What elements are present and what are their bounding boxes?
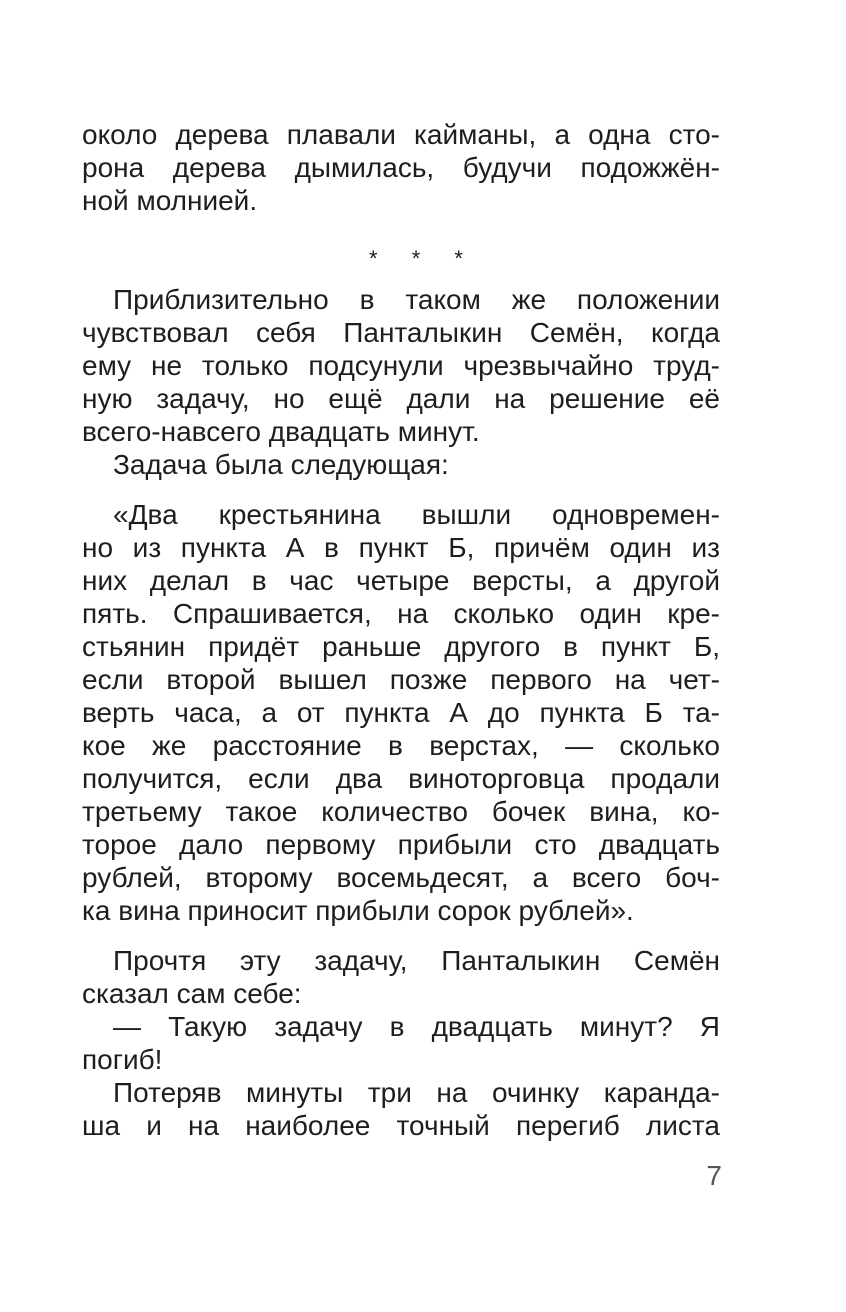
text-line: стьянин придёт раньше другого в пункт Б,	[82, 631, 720, 662]
text-line: Прочтя эту задачу, Панталыкин Семён	[113, 945, 720, 976]
text-line: ему не только подсунули чрезвычайно труд-	[82, 350, 720, 381]
page-number: 7	[706, 1160, 722, 1191]
text-line: — Такую задачу в двадцать минут? Я	[113, 1011, 720, 1042]
text-line: рублей, второму восемьдесят, а всего боч-	[82, 862, 720, 893]
section-separator: * * *	[369, 246, 477, 271]
text-line: рона дерева дымилась, будучи подожжён-	[82, 152, 720, 183]
text-line: Приблизительно в таком же положении	[113, 284, 720, 315]
text-line: получится, если два виноторговца продали	[82, 763, 720, 794]
text-line: ша и на наиболее точный перегиб листа	[82, 1110, 720, 1141]
text-line: «Два крестьянина вышли одновремен-	[113, 499, 720, 530]
text-line: ной молнией.	[82, 185, 258, 216]
text-line: ную задачу, но ещё дали на решение её	[82, 383, 720, 414]
text-line: если второй вышел позже первого на чет-	[82, 664, 720, 695]
text-line: кое же расстояние в верстах, — сколько	[82, 730, 720, 761]
text-line: погиб!	[82, 1044, 163, 1075]
text-line: них делал в час четыре версты, а другой	[82, 565, 720, 596]
text-line: около дерева плавали кайманы, а одна сто-	[82, 119, 720, 150]
text-line: сказал сам себе:	[82, 978, 302, 1009]
text-line: чувствовал себя Панталыкин Семён, когда	[82, 317, 720, 348]
text-line: торое дало первому прибыли сто двадцать	[82, 829, 720, 860]
text-line: Потеряв минуты три на очинку каранда-	[113, 1077, 720, 1108]
text-line: но из пункта А в пункт Б, причём один из	[82, 532, 720, 563]
text-line: пять. Спрашивается, на сколько один кре-	[82, 598, 720, 629]
text-line: Задача была следующая:	[113, 449, 449, 480]
text-line: третьему такое количество бочек вина, ко-	[82, 796, 720, 827]
text-line: верть часа, а от пункта А до пункта Б та-	[82, 697, 720, 728]
text-line: ка вина приносит прибыли сорок рублей».	[82, 895, 634, 926]
text-line: всего-навсего двадцать минут.	[82, 416, 480, 447]
